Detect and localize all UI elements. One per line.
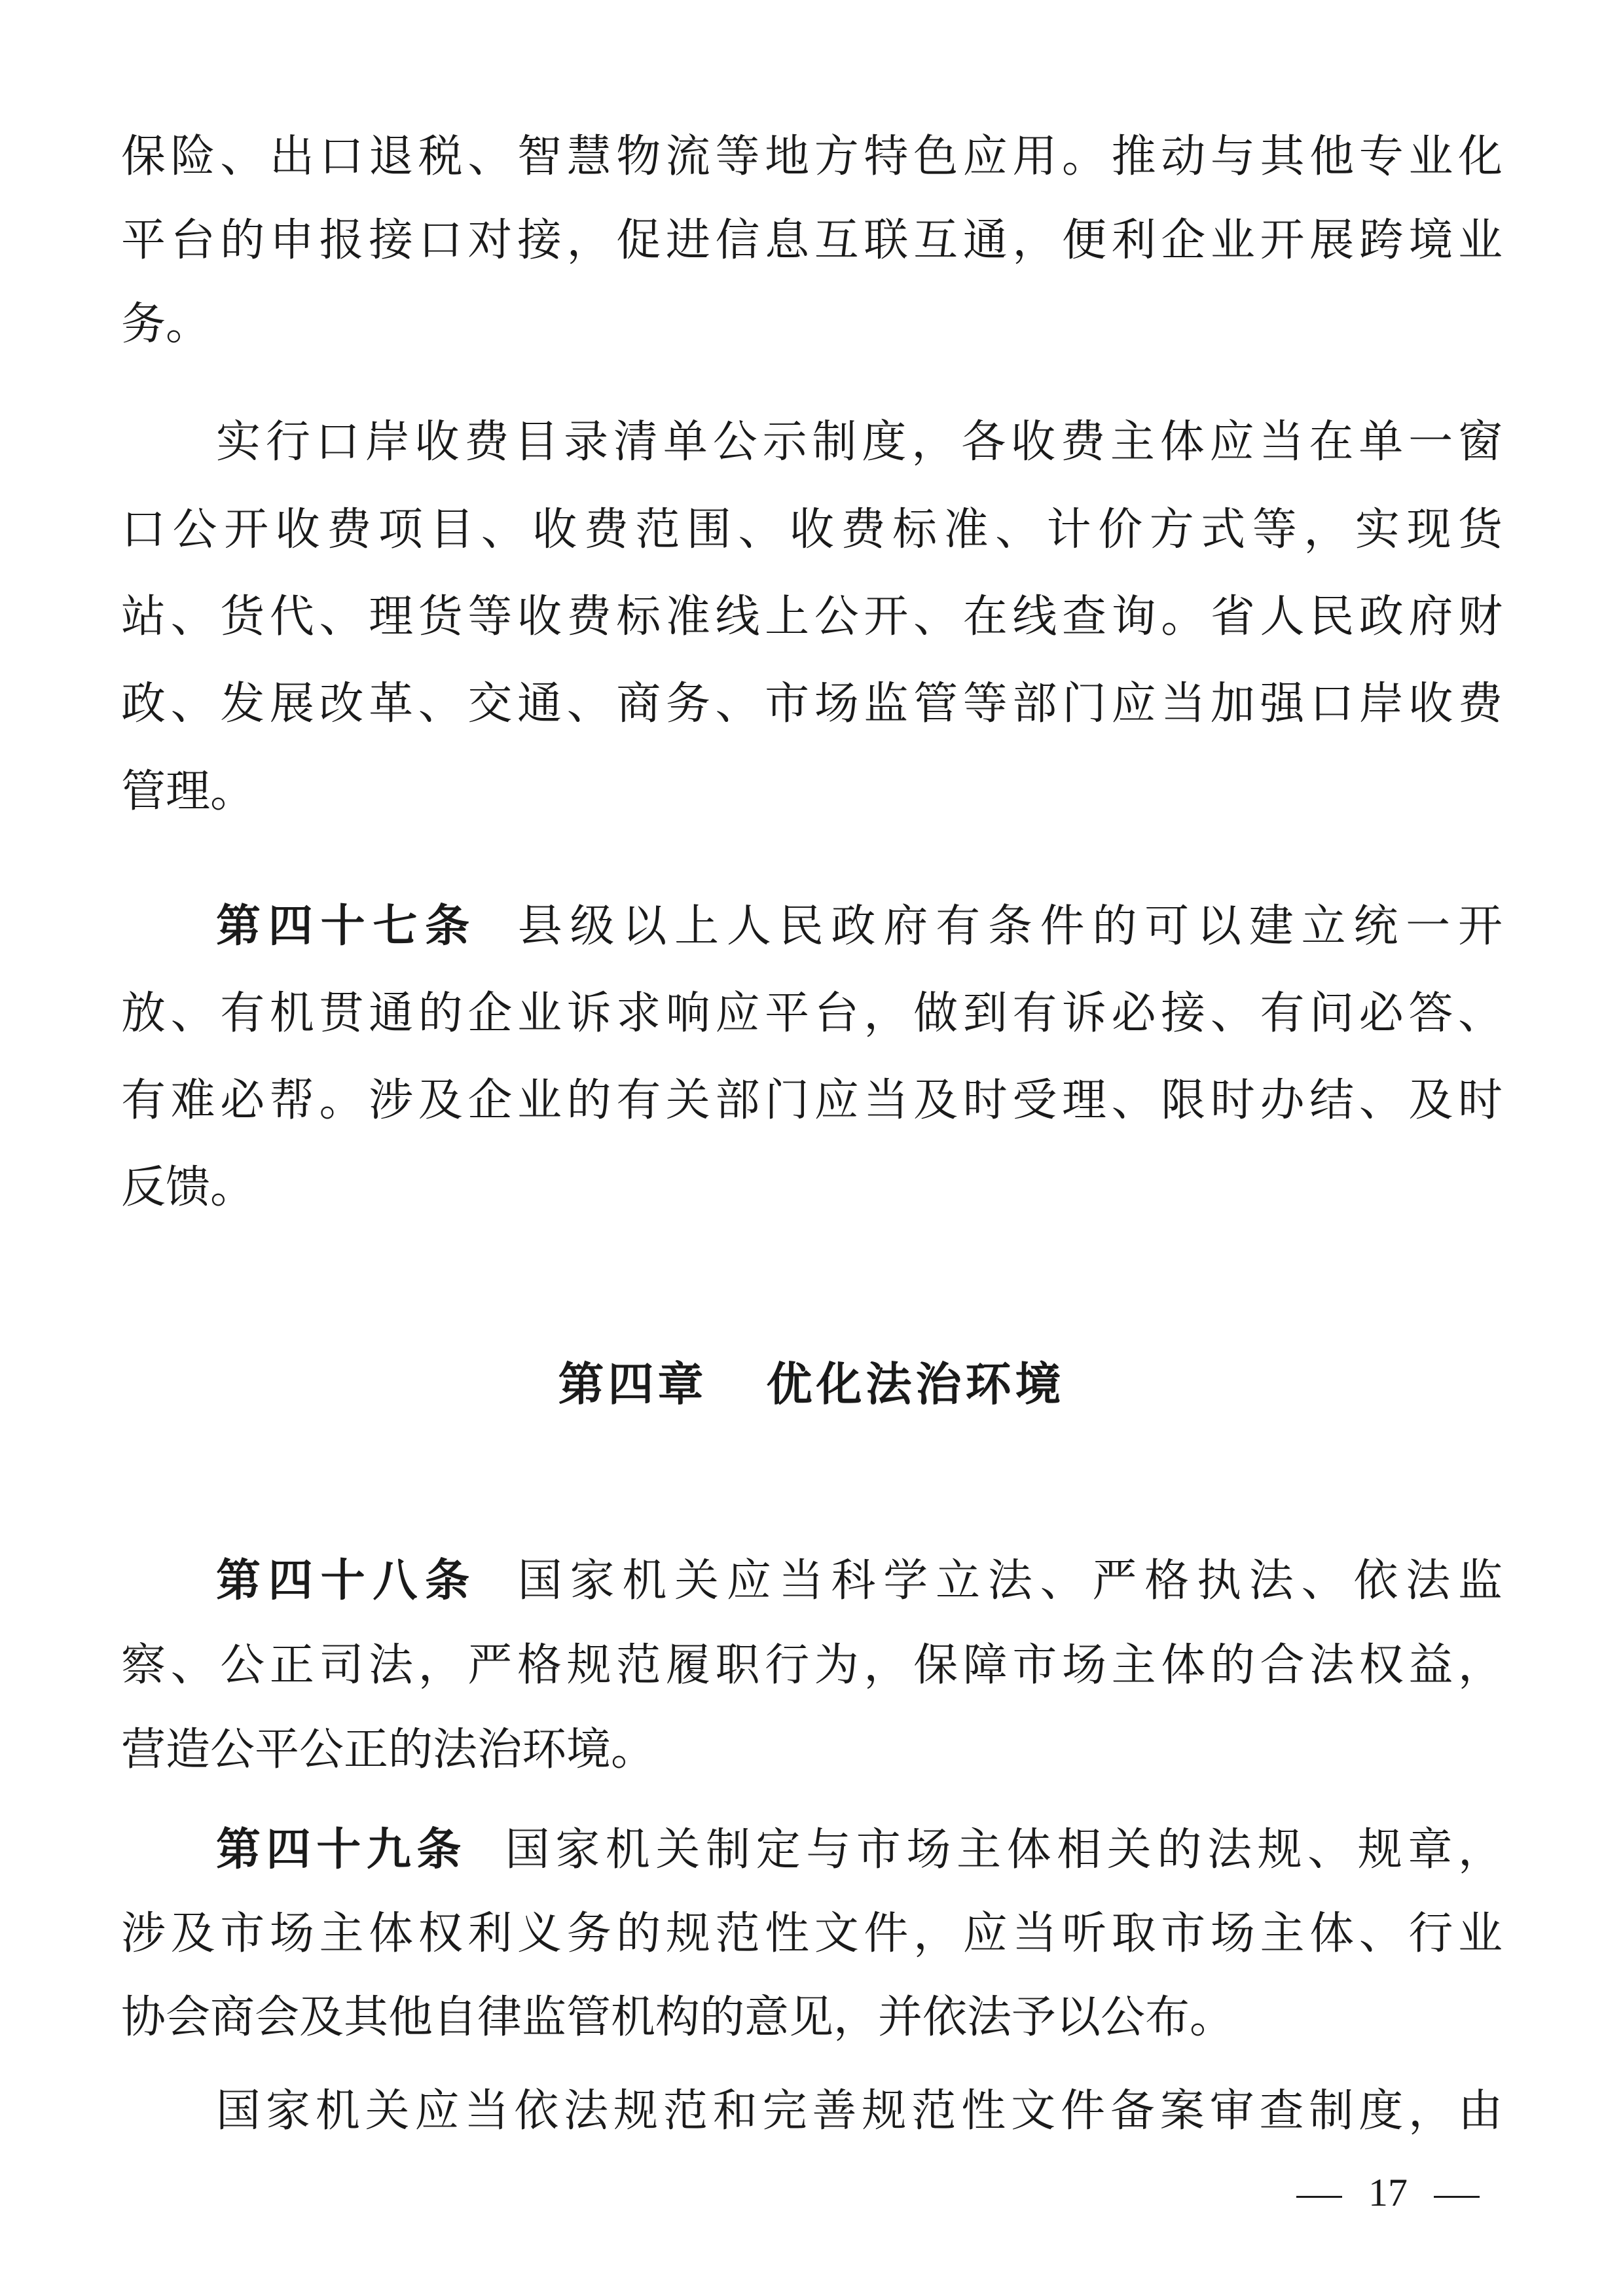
paragraph-line: 务。 — [121, 298, 211, 350]
chapter-number: 第四章 — [558, 1357, 708, 1411]
article-47-label: 第四十七条 — [216, 901, 477, 952]
article-47-first-line — [216, 894, 1503, 960]
article-48-label: 第四十八条 — [216, 1555, 477, 1607]
article-49-text: 国家机关制定与市场主体相关的法规、规章， — [500, 1824, 1503, 1876]
article-48-text: 国家机关应当科学立法、严格执法、依法监 — [509, 1555, 1503, 1607]
paragraph-line: 察、公正司法，严格规范履职行为，保障市场主体的合法权益， — [121, 1640, 1503, 1691]
page-number-value: 17 — [1368, 2171, 1408, 2214]
paragraph-line: 保险、出口退税、智慧物流等地方特色应用。推动与其他专业化 — [121, 131, 1503, 183]
article-48-first-line — [216, 1549, 1503, 1614]
paragraph-line: 涉及市场主体权利义务的规范性文件，应当听取市场主体、行业 — [121, 1908, 1503, 1960]
paragraph-line: 政、发展改革、交通、商务、市场监管等部门应当加强口岸收费 — [121, 678, 1503, 730]
paragraph-line: 平台的申报接口对接，促进信息互联互通，便利企业开展跨境业 — [121, 215, 1503, 266]
paragraph-line: 放、有机贯通的企业诉求响应平台，做到有诉必接、有问必答、 — [121, 988, 1503, 1039]
paragraph-line: 管理。 — [121, 766, 255, 817]
paragraph-line: 站、货代、理货等收费标准线上公开、在线查询。省人民政府财 — [121, 591, 1503, 643]
chapter-heading — [0, 1352, 1623, 1417]
paragraph-line: 营造公平公正的法治环境。 — [121, 1724, 656, 1776]
page-number-dash-right — [1434, 2196, 1480, 2198]
paragraph-line: 口公开收费项目、收费范围、收费标准、计价方式等，实现货 — [121, 504, 1503, 556]
chapter-title: 优化法治环境 — [766, 1357, 1065, 1411]
paragraph-line: 协会商会及其他自律监管机构的意见，并依法予以公布。 — [121, 1992, 1235, 2043]
article-49-label: 第四十九条 — [216, 1824, 467, 1876]
paragraph-line: 实行口岸收费目录清单公示制度，各收费主体应当在单一窗 — [216, 416, 1503, 468]
paragraph-line: 反馈。 — [121, 1162, 255, 1213]
page-number-dash-left — [1296, 2196, 1342, 2198]
page-number — [1270, 2166, 1506, 2219]
paragraph-line: 有难必帮。涉及企业的有关部门应当及时受理、限时办结、及时 — [121, 1075, 1503, 1126]
article-47-text: 县级以上人民政府有条件的可以建立统一开 — [509, 901, 1503, 952]
article-49-first-line — [216, 1818, 1503, 1883]
paragraph-line: 国家机关应当依法规范和完善规范性文件备案审查制度，由 — [216, 2085, 1503, 2137]
